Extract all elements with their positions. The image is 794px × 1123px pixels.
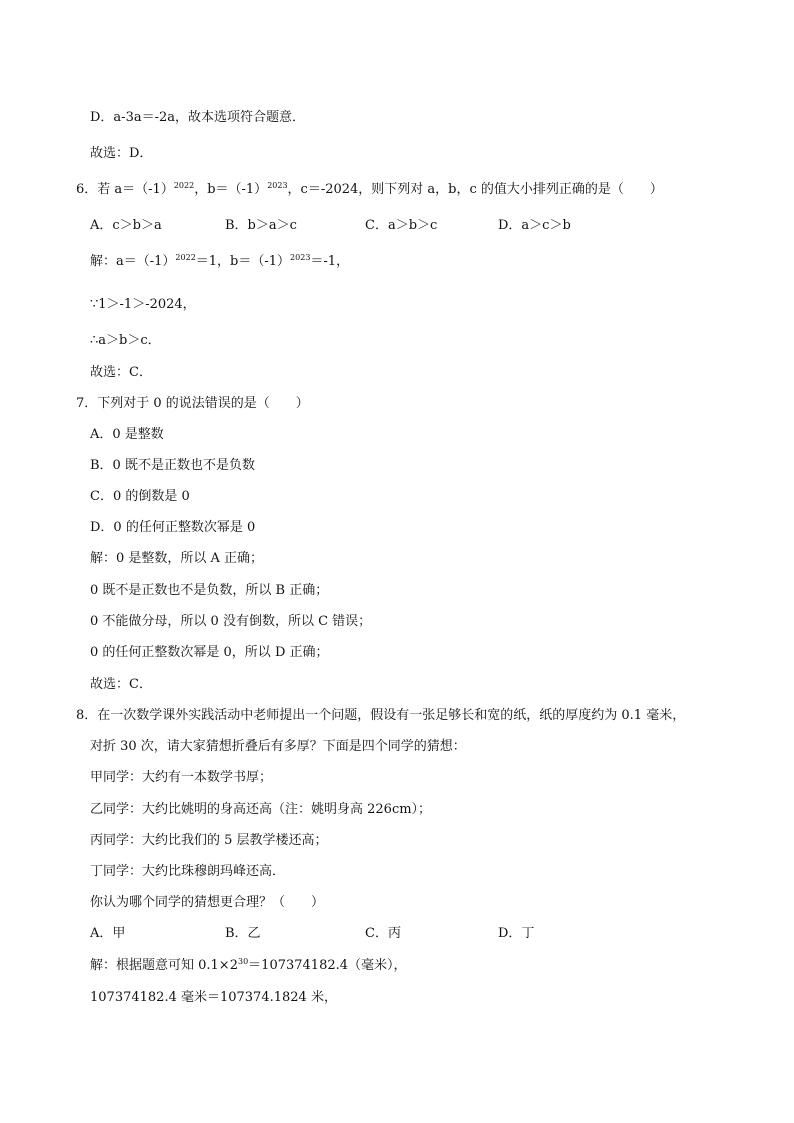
q8-stem-line2: 对折 30 次，请大家猜想折叠后有多厚？下面是四个同学的猜想：: [90, 739, 466, 754]
q6-option-b: B．b＞a＞c: [225, 218, 297, 233]
q7-solution-line: 0 不能做分母，所以 0 没有倒数，所以 C 错误；: [90, 614, 372, 629]
q6-answer: 故选：C．: [90, 365, 152, 380]
q6-solution-line: ∵1＞-1＞-2024，: [90, 297, 196, 312]
q8-option-a: A．甲: [90, 926, 126, 941]
q8-guess-jia: 甲同学：大约有一本数学书厚；: [90, 770, 273, 785]
q8-guess-ding: 丁同学：大约比珠穆朗玛峰还高．: [90, 864, 286, 879]
q6-option-c: C．a＞b＞c: [365, 218, 438, 233]
q7-stem: 7．下列对于 0 的说法错误的是（ ）: [76, 396, 309, 411]
q6-option-a: A．c＞b＞a: [90, 218, 162, 233]
q7-solution-line: 解：0 是整数，所以 A 正确；: [90, 551, 264, 566]
q8-guess-bing: 丙同学：大约比我们的 5 层教学楼还高；: [90, 833, 328, 848]
q7-solution-line: 0 既不是正数也不是负数，所以 B 正确；: [90, 583, 329, 598]
q8-solution-line: 107374182.4 毫米＝107374.1824 米，: [90, 990, 337, 1005]
q8-option-b: B．乙: [225, 926, 261, 941]
q7-option-a: A．0 是整数: [90, 427, 164, 442]
q7-option-d: D．0 的任何正整数次幂是 0: [90, 520, 256, 535]
q8-question: 你认为哪个同学的猜想更合理？（ ）: [90, 895, 325, 910]
q7-option-c: C．0 的倒数是 0: [90, 489, 190, 504]
q7-solution-line: 0 的任何正整数次幂是 0，所以 D 正确；: [90, 645, 329, 660]
q8-guess-yi: 乙同学：大约比姚明的身高还高（注：姚明身高 226cm）；: [90, 802, 432, 817]
q8-option-c: C．丙: [365, 926, 401, 941]
q7-option-b: B．0 既不是正数也不是负数: [90, 458, 255, 473]
q8-solution-line: 解：根据题意可知 $0.1\times 2^{30}=107374182.4$（毫米），: [90, 957, 407, 973]
q6-stem: 6．若 $a=(-1)^{2022}$，$b=(-1)^{2023}$，c＝-2024，则下列对 a，b，c 的值大小排列正确的是（ ）: [76, 181, 663, 197]
q6-option-d: D．a＞c＞b: [498, 218, 571, 233]
q6-solution-line: 解：$a=(-1)^{2022}=1$，$b=(-1)^{2023}=-1$，: [90, 253, 350, 269]
prev-answer: 故选：D．: [90, 146, 153, 161]
q6-solution-line: ∴a＞b＞c．: [90, 333, 161, 348]
prev-option-d-conclusion: D．a-3a＝-2a，故本选项符合题意．: [90, 110, 306, 125]
q7-answer: 故选：C．: [90, 677, 152, 692]
q8-stem-line1: 8．在一次数学课外实践活动中老师提出一个问题，假设有一张足够长和宽的纸，纸的厚度约为 0.1 毫米，: [76, 708, 686, 723]
q8-option-d: D．丁: [498, 926, 535, 941]
